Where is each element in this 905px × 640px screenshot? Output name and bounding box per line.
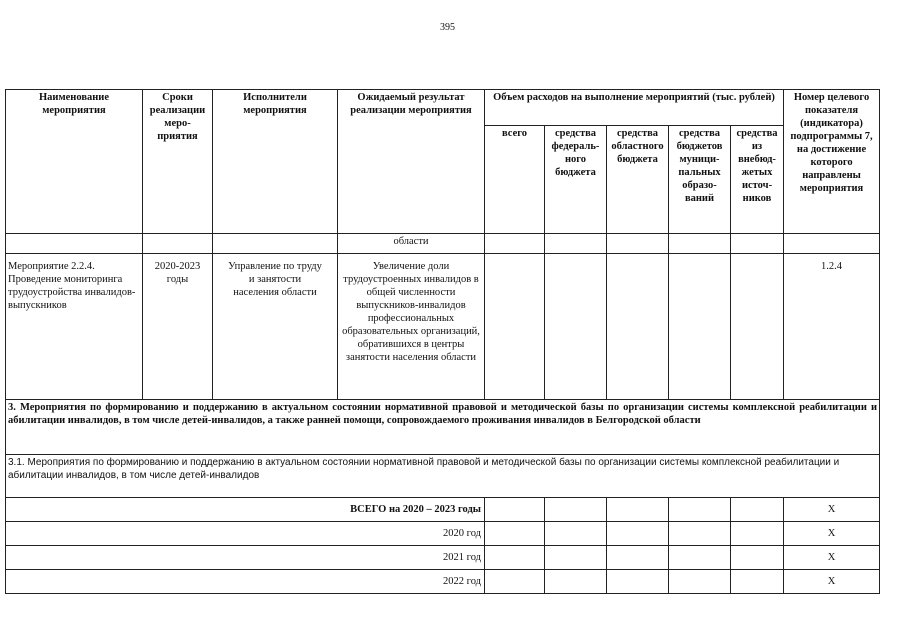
sum-indicator: Х bbox=[784, 570, 880, 594]
measure-executors: Управление по труду и занятости населения области bbox=[213, 254, 338, 400]
page-number: 395 bbox=[440, 22, 455, 33]
header-executors: Исполнители мероприятия bbox=[213, 90, 338, 234]
sum-row-2022 bbox=[6, 570, 880, 594]
header-terms: Сроки реализации меро- приятия bbox=[143, 90, 213, 234]
measure-indicator: 1.2.4 bbox=[784, 254, 880, 400]
subsection-3-1-title: 3.1. Мероприятия по формированию и поддержанию в актуальном состоянии нормативной правовой и методической базы по организации системы комплексной реабилитации и абилитации инвалидов, в том числе детей-инвалидов bbox=[6, 455, 880, 498]
header-total: всего bbox=[485, 126, 545, 234]
sum-label: 2020 год bbox=[6, 522, 485, 546]
header-federal: средства федераль- ного бюджета bbox=[545, 126, 607, 234]
header-indicator: Номер целевого показателя (индикатора) подпрограммы 7, на достижение которого направлены мероприятия bbox=[784, 90, 880, 234]
sum-row-2020 bbox=[6, 522, 880, 546]
carry-over-row bbox=[6, 234, 880, 254]
measures-table bbox=[5, 89, 880, 594]
measure-name: Мероприятие 2.2.4. Проведение мониторинга трудоустройства инвалидов-выпускников bbox=[6, 254, 143, 400]
header-expenses-group: Объем расходов на выполнение мероприятий (тыс. рублей) bbox=[485, 90, 784, 126]
sum-label: 2021 год bbox=[6, 546, 485, 570]
sum-indicator: Х bbox=[784, 498, 880, 522]
section-3-row bbox=[6, 400, 880, 455]
sum-label: ВСЕГО на 2020 – 2023 годы bbox=[6, 498, 485, 522]
header-regional: средства областного бюджета bbox=[607, 126, 669, 234]
sum-row-total bbox=[6, 498, 880, 522]
sum-label: 2022 год bbox=[6, 570, 485, 594]
header-result: Ожидаемый результат реализации мероприятия bbox=[338, 90, 485, 234]
section-3-title: 3. Мероприятия по формированию и поддержанию в актуальном состоянии нормативной правовой и методической базы по организации системы комплексной реабилитации и абилитации инвалидов, в том числе детей-инвалидов, а также ранней помощи, сопровождаемого проживания инвалидов в Белгородской области bbox=[6, 400, 880, 455]
sum-indicator: Х bbox=[784, 522, 880, 546]
carry-result: области bbox=[338, 234, 485, 254]
header-name: Наименование мероприятия bbox=[6, 90, 143, 234]
measure-terms: 2020-2023 годы bbox=[143, 254, 213, 400]
measure-result: Увеличение доли трудоустроенных инвалидов в общей численности выпускников-инвалидов профессиональных образовательных организаций, обратившихся в центры занятости населения области bbox=[338, 254, 485, 400]
sum-indicator: Х bbox=[784, 546, 880, 570]
measure-row bbox=[6, 254, 880, 400]
sum-row-2021 bbox=[6, 546, 880, 570]
header-municipal: средства бюджетов муници- пальных образо- ваний bbox=[669, 126, 731, 234]
subsection-3-1-row bbox=[6, 455, 880, 498]
header-extrabudget: средства из внебюд- жетых источ- ников bbox=[731, 126, 784, 234]
